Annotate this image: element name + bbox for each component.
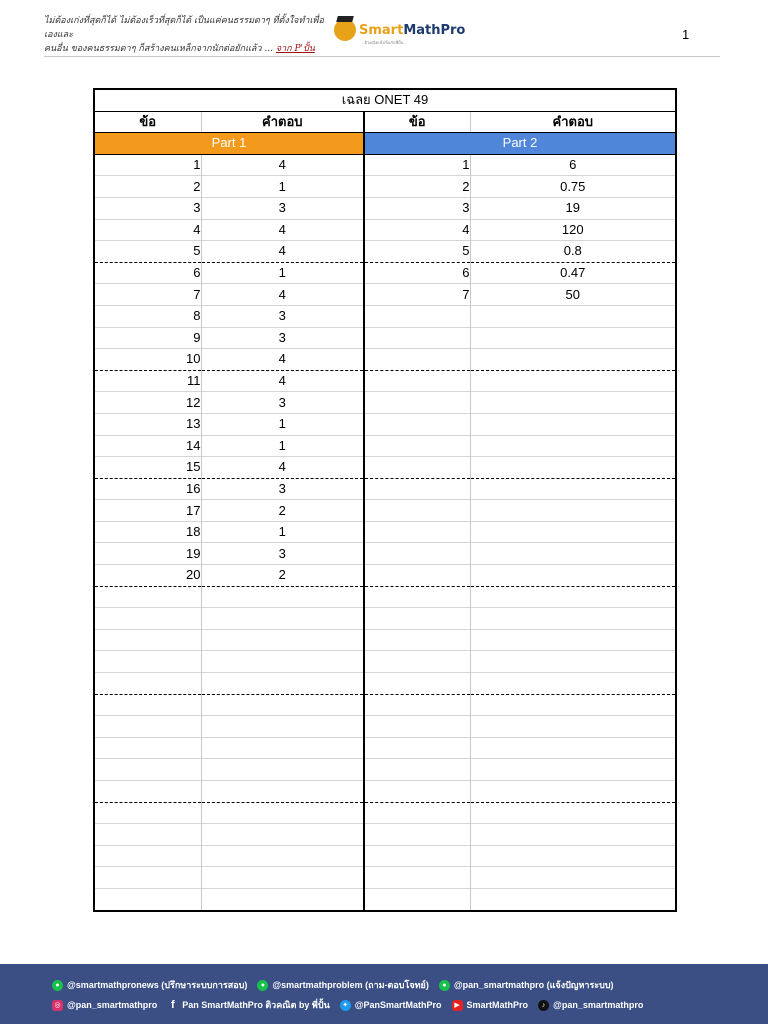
- part2-answer: [470, 759, 676, 781]
- part1-item-number: [94, 629, 201, 651]
- part2-item-number: 1: [364, 154, 470, 176]
- youtube-icon: ▶: [452, 1000, 463, 1011]
- table-row: [94, 197, 676, 219]
- part2-item-number: [364, 565, 470, 587]
- part2-item-number: [364, 716, 470, 738]
- part1-item-number: [94, 759, 201, 781]
- part1-item-number: 2: [94, 176, 201, 198]
- part2-item-number: 6: [364, 262, 470, 284]
- part2-item-number: [364, 543, 470, 565]
- part1-item-number: 5: [94, 241, 201, 263]
- part1-item-number: 15: [94, 457, 201, 479]
- part1-answer: [201, 694, 364, 716]
- part1-label: Part 1: [94, 133, 364, 155]
- table-row: [94, 284, 676, 306]
- part1-item-number: 19: [94, 543, 201, 565]
- table-row: [94, 219, 676, 241]
- table-row: [94, 845, 676, 867]
- table-row: [94, 370, 676, 392]
- part1-item-number: [94, 651, 201, 673]
- part2-answer: [470, 673, 676, 695]
- table-row: [94, 608, 676, 630]
- logo-smart: Smart: [359, 22, 404, 38]
- table-row: [94, 737, 676, 759]
- part2-answer: [470, 478, 676, 500]
- instagram-icon: ◎: [52, 1000, 63, 1011]
- part2-item-number: [364, 694, 470, 716]
- table-row: [94, 413, 676, 435]
- table-title: เฉลย ONET 49: [94, 89, 676, 111]
- logo-mathpro: MathPro: [403, 22, 466, 38]
- part1-item-number: 7: [94, 284, 201, 306]
- part2-item-number: 7: [364, 284, 470, 306]
- part1-answer: [201, 586, 364, 608]
- part1-answer: 4: [201, 284, 364, 306]
- footer-social-link: [538, 1000, 643, 1011]
- part2-answer: [470, 608, 676, 630]
- part2-answer: [470, 327, 676, 349]
- table-row: [94, 305, 676, 327]
- part2-item-number: [364, 349, 470, 371]
- quote-line-2: คนอื่น ของคนธรรมดาๆ ก็สร้างคนเหล็กจากนักต่อยักแล้ว ...: [44, 44, 276, 54]
- column-header-item-part2: ข้อ: [364, 111, 470, 133]
- part2-answer: [470, 651, 676, 673]
- part2-item-number: [364, 888, 470, 910]
- part2-item-number: [364, 478, 470, 500]
- part2-item-number: [364, 867, 470, 889]
- page-number: 1: [682, 27, 690, 42]
- part2-item-number: 4: [364, 219, 470, 241]
- part2-item-number: [364, 737, 470, 759]
- table-row: [94, 694, 676, 716]
- part2-answer: [470, 629, 676, 651]
- part2-answer: 0.75: [470, 176, 676, 198]
- tiktok-icon: ♪: [538, 1000, 549, 1011]
- table-row: [94, 478, 676, 500]
- part1-item-number: 20: [94, 565, 201, 587]
- footer-social-text: @smartmathproblem (ถาม-ตอบโจทย์): [272, 980, 429, 990]
- footer-social-text: @pan_smartmathpro: [553, 1000, 644, 1010]
- graduation-cap-icon: [334, 19, 356, 41]
- part1-answer: 4: [201, 154, 364, 176]
- part1-answer: [201, 845, 364, 867]
- line-icon: ●: [439, 980, 450, 991]
- part1-answer: 4: [201, 349, 364, 371]
- part1-item-number: [94, 673, 201, 695]
- table-row: [94, 651, 676, 673]
- part2-answer: [470, 500, 676, 522]
- part2-answer: [470, 305, 676, 327]
- table-row: [94, 392, 676, 414]
- part2-answer: [470, 521, 676, 543]
- part1-item-number: 11: [94, 370, 201, 392]
- part2-answer: [470, 716, 676, 738]
- part2-answer: [470, 694, 676, 716]
- part2-item-number: [364, 457, 470, 479]
- part1-answer: [201, 888, 364, 910]
- part1-item-number: 13: [94, 413, 201, 435]
- footer-social-link: [167, 998, 329, 1012]
- part1-answer: 3: [201, 478, 364, 500]
- footer-social-link: [452, 1000, 529, 1011]
- part2-item-number: [364, 500, 470, 522]
- line-icon: ●: [52, 980, 63, 991]
- part1-answer: [201, 824, 364, 846]
- part2-answer: [470, 845, 676, 867]
- part2-answer: [470, 413, 676, 435]
- part2-answer: [470, 781, 676, 803]
- part1-item-number: 3: [94, 197, 201, 219]
- part1-answer: [201, 759, 364, 781]
- table-row: [94, 888, 676, 910]
- part2-item-number: [364, 435, 470, 457]
- part1-answer: 3: [201, 543, 364, 565]
- part2-answer: 19: [470, 197, 676, 219]
- page-header: [0, 0, 768, 58]
- footer-social-text: @smartmathpronews (ปรึกษาระบบการสอบ): [67, 980, 248, 990]
- table-row: [94, 716, 676, 738]
- part2-answer: [470, 543, 676, 565]
- table-row: [94, 521, 676, 543]
- part2-item-number: [364, 413, 470, 435]
- part2-item-number: [364, 781, 470, 803]
- footer-social-link: [340, 1000, 442, 1011]
- part1-item-number: 4: [94, 219, 201, 241]
- column-header-item-part1: ข้อ: [94, 111, 201, 133]
- part2-item-number: [364, 305, 470, 327]
- header-quote: [44, 14, 334, 56]
- part2-item-number: [364, 586, 470, 608]
- part2-answer: 50: [470, 284, 676, 306]
- table-row: [94, 867, 676, 889]
- facebook-icon: f: [170, 999, 175, 1011]
- table-row: [94, 673, 676, 695]
- part2-item-number: 2: [364, 176, 470, 198]
- part1-answer: [201, 716, 364, 738]
- quote-author: จาก P'ปั้น: [275, 44, 315, 54]
- part2-item-number: [364, 824, 470, 846]
- part1-item-number: 18: [94, 521, 201, 543]
- part2-answer: [470, 802, 676, 824]
- header-divider: [44, 56, 720, 57]
- part1-answer: 4: [201, 457, 364, 479]
- part1-answer: 4: [201, 241, 364, 263]
- part1-item-number: [94, 867, 201, 889]
- logo-tagline: - ติวคณิตเข้มข้นกับพี่ปั้น -: [362, 40, 406, 45]
- column-header-answer-part2: คำตอบ: [470, 111, 676, 133]
- part1-item-number: 10: [94, 349, 201, 371]
- part1-answer: 4: [201, 370, 364, 392]
- footer-social-link: [439, 978, 614, 992]
- footer-social-text: Pan SmartMathPro ติวคณิต by พี่ปั้น: [182, 1000, 330, 1010]
- part1-answer: 2: [201, 565, 364, 587]
- part2-label: Part 2: [364, 133, 676, 155]
- part1-answer: 3: [201, 305, 364, 327]
- part1-answer: 3: [201, 327, 364, 349]
- part2-answer: [470, 888, 676, 910]
- table-row: [94, 781, 676, 803]
- part2-answer: 6: [470, 154, 676, 176]
- part1-answer: 1: [201, 521, 364, 543]
- footer-social-bar: [0, 964, 768, 1024]
- part2-answer: [470, 737, 676, 759]
- part2-answer: [470, 435, 676, 457]
- table-row: [94, 262, 676, 284]
- quote-line-1: ไม่ต้องเก่งที่สุดก็ได้ ไม่ต้องเร็วที่สุดก็ได้ เป็นแค่คนธรรมดาๆ ที่ตั้งใจทำเพื่อเองและ: [44, 16, 324, 40]
- part1-item-number: 9: [94, 327, 201, 349]
- part2-answer: [470, 824, 676, 846]
- table-row: [94, 802, 676, 824]
- part2-item-number: [364, 608, 470, 630]
- part1-item-number: 1: [94, 154, 201, 176]
- footer-social-link: [257, 978, 429, 992]
- part1-item-number: 12: [94, 392, 201, 414]
- part1-answer: [201, 802, 364, 824]
- part2-item-number: 3: [364, 197, 470, 219]
- table-row: [94, 176, 676, 198]
- part1-item-number: [94, 802, 201, 824]
- table-row: [94, 500, 676, 522]
- footer-social-link: [52, 1000, 157, 1011]
- part2-item-number: [364, 673, 470, 695]
- part2-item-number: [364, 370, 470, 392]
- part1-item-number: [94, 694, 201, 716]
- part2-item-number: [364, 802, 470, 824]
- part2-item-number: [364, 327, 470, 349]
- part2-item-number: 5: [364, 241, 470, 263]
- footer-social-text: @pan_smartmathpro (แจ้งปัญหาระบบ): [453, 980, 614, 990]
- footer-row-1: [52, 978, 624, 992]
- part2-answer: [470, 370, 676, 392]
- part1-answer: 3: [201, 392, 364, 414]
- part1-answer: 1: [201, 413, 364, 435]
- part1-answer: [201, 781, 364, 803]
- footer-row-2: [52, 998, 653, 1012]
- table-row: [94, 586, 676, 608]
- table-row: [94, 327, 676, 349]
- part2-item-number: [364, 845, 470, 867]
- part2-answer: 0.8: [470, 241, 676, 263]
- part2-answer: [470, 586, 676, 608]
- part1-answer: [201, 651, 364, 673]
- part1-item-number: [94, 737, 201, 759]
- part2-item-number: [364, 521, 470, 543]
- table-row: [94, 759, 676, 781]
- part2-item-number: [364, 759, 470, 781]
- smartmathpro-logo: [334, 16, 465, 44]
- part2-answer: 0.47: [470, 262, 676, 284]
- table-row: [94, 349, 676, 371]
- part2-answer: [470, 565, 676, 587]
- part1-answer: [201, 867, 364, 889]
- table-row: [94, 629, 676, 651]
- part2-answer: [470, 349, 676, 371]
- part1-answer: [201, 737, 364, 759]
- table-row: [94, 435, 676, 457]
- footer-social-link: [52, 978, 247, 992]
- part2-item-number: [364, 629, 470, 651]
- part2-answer: 120: [470, 219, 676, 241]
- part1-item-number: [94, 824, 201, 846]
- part1-item-number: [94, 845, 201, 867]
- part1-item-number: [94, 716, 201, 738]
- part1-item-number: [94, 781, 201, 803]
- part1-item-number: [94, 586, 201, 608]
- part1-answer: 1: [201, 262, 364, 284]
- table-row: [94, 154, 676, 176]
- part1-answer: 1: [201, 176, 364, 198]
- part1-answer: 3: [201, 197, 364, 219]
- part1-item-number: 6: [94, 262, 201, 284]
- footer-social-text: @pan_smartmathpro: [67, 1000, 158, 1010]
- answer-table: [93, 88, 677, 912]
- table-row: [94, 241, 676, 263]
- table-row: [94, 543, 676, 565]
- part2-answer: [470, 392, 676, 414]
- part1-answer: [201, 629, 364, 651]
- part2-item-number: [364, 392, 470, 414]
- part1-item-number: 17: [94, 500, 201, 522]
- part1-item-number: 14: [94, 435, 201, 457]
- part1-answer: 4: [201, 219, 364, 241]
- part1-answer: [201, 608, 364, 630]
- part1-item-number: [94, 888, 201, 910]
- part1-item-number: [94, 608, 201, 630]
- twitter-icon: ✦: [340, 1000, 351, 1011]
- part1-answer: 2: [201, 500, 364, 522]
- part2-answer: [470, 867, 676, 889]
- logo-text: [359, 23, 465, 38]
- footer-social-text: @PanSmartMathPro: [354, 1000, 442, 1010]
- table-row: [94, 824, 676, 846]
- table-row: [94, 457, 676, 479]
- part1-item-number: 16: [94, 478, 201, 500]
- column-header-answer-part1: คำตอบ: [201, 111, 364, 133]
- footer-social-text: SmartMathPro: [466, 1000, 529, 1010]
- line-icon: ●: [257, 980, 268, 991]
- table-row: [94, 565, 676, 587]
- part1-answer: [201, 673, 364, 695]
- part2-item-number: [364, 651, 470, 673]
- part1-item-number: 8: [94, 305, 201, 327]
- part1-answer: 1: [201, 435, 364, 457]
- part2-answer: [470, 457, 676, 479]
